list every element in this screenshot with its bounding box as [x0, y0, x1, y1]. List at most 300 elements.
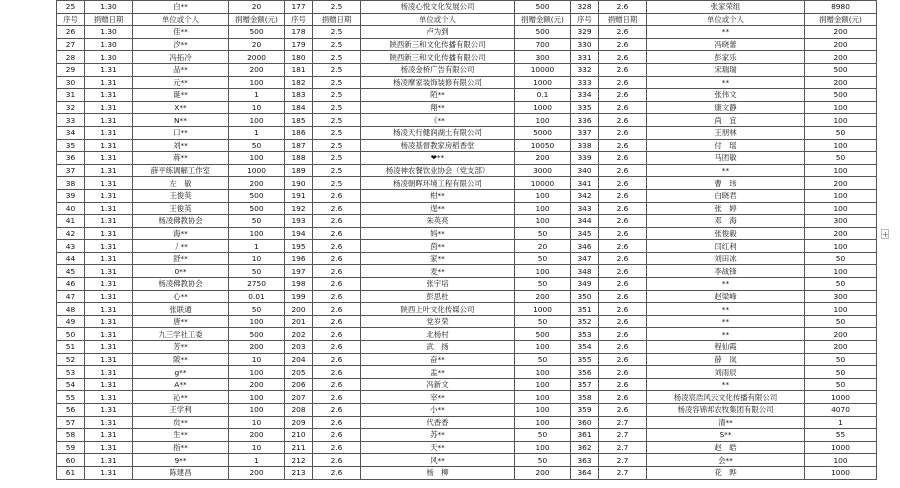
- table-cell: 2.6: [599, 152, 647, 165]
- table-cell: 杨凌神农餐饮业协会（党支部）: [361, 164, 515, 177]
- table-cell: 2.6: [313, 315, 361, 328]
- table-cell: 2.7: [599, 454, 647, 467]
- table-cell: 翔**: [361, 101, 515, 114]
- table-cell: 2000: [229, 51, 285, 64]
- table-cell: 200: [805, 51, 877, 64]
- table-cell: 100: [515, 202, 571, 215]
- table-cell: 2.5: [313, 51, 361, 64]
- table-cell: 2.6: [599, 391, 647, 404]
- table-cell: 50: [515, 278, 571, 291]
- table-cell: 182: [285, 76, 313, 89]
- table-cell: 2750: [229, 278, 285, 291]
- table-row: [57, 76, 877, 89]
- table-cell: 1.31: [85, 76, 133, 89]
- table-cell: 张宇培: [361, 278, 515, 291]
- table-cell: 20: [229, 38, 285, 51]
- table-cell: 50: [805, 252, 877, 265]
- donation-table: [56, 0, 877, 480]
- table-cell: 1.31: [85, 202, 133, 215]
- table-cell: 捐赠金额(元): [515, 13, 571, 26]
- table-cell: 杨凌心悦文化发展公司: [361, 1, 515, 14]
- table-cell: 1.31: [85, 177, 133, 190]
- table-row: [57, 454, 877, 467]
- table-cell: 张家荣组: [647, 1, 805, 14]
- table-cell: 35: [57, 139, 85, 152]
- table-cell: 彭家乐: [647, 51, 805, 64]
- table-cell: 36: [57, 152, 85, 165]
- table-cell: 27: [57, 38, 85, 51]
- table-cell: A**: [133, 378, 229, 391]
- table-row: [57, 227, 877, 240]
- table-cell: 100: [805, 303, 877, 316]
- table-cell: 500: [515, 26, 571, 39]
- table-cell: 程仙霞: [647, 341, 805, 354]
- table-cell: 杨凌金桥广告有限公司: [361, 63, 515, 76]
- table-cell: 26: [57, 26, 85, 39]
- table-cell: 2.5: [313, 76, 361, 89]
- table-cell: 100: [229, 152, 285, 165]
- table-cell: 1: [805, 416, 877, 429]
- table-cell: 1.31: [85, 189, 133, 202]
- table-cell: 5000: [515, 126, 571, 139]
- table-cell: 1.30: [85, 38, 133, 51]
- table-cell: 1000: [515, 101, 571, 114]
- table-cell: 0**: [133, 265, 229, 278]
- table-cell: 200: [805, 227, 877, 240]
- table-cell: 195: [285, 240, 313, 253]
- table-cell: 100: [515, 265, 571, 278]
- table-row: [57, 328, 877, 341]
- table-cell: 杨凌天行健润湖土有限公司: [361, 126, 515, 139]
- table-cell: 345: [571, 227, 599, 240]
- table-cell: 200: [229, 429, 285, 442]
- table-cell: 100: [805, 101, 877, 114]
- table-cell: 1.31: [85, 152, 133, 165]
- table-cell: 妈**: [361, 227, 515, 240]
- table-cell: 舒**: [133, 252, 229, 265]
- table-cell: 卢为到: [361, 26, 515, 39]
- table-cell: 100: [805, 189, 877, 202]
- table-cell: 100: [515, 114, 571, 127]
- table-cell: 500: [229, 328, 285, 341]
- table-cell: 2.6: [313, 290, 361, 303]
- table-cell: 200: [229, 466, 285, 479]
- table-cell: 200: [805, 328, 877, 341]
- table-cell: 宋瑞瑞: [647, 63, 805, 76]
- table-cell: 50: [805, 315, 877, 328]
- table-cell: 冯拓冷: [133, 51, 229, 64]
- table-row: [57, 1, 877, 14]
- table-cell: S**: [647, 429, 805, 442]
- table-row: [57, 126, 877, 139]
- table-header-row: [57, 13, 877, 26]
- table-cell: 陌**: [361, 89, 515, 102]
- table-cell: 500: [229, 202, 285, 215]
- table-cell: 359: [571, 404, 599, 417]
- table-cell: 2.6: [313, 278, 361, 291]
- table-cell: 212: [285, 454, 313, 467]
- table-cell: 1.31: [85, 341, 133, 354]
- table-cell: 61: [57, 466, 85, 479]
- table-row: [57, 466, 877, 479]
- table-cell: 1: [229, 454, 285, 467]
- table-cell: 1.31: [85, 164, 133, 177]
- table-cell: 康文静: [647, 101, 805, 114]
- table-cell: 342: [571, 189, 599, 202]
- table-cell: 1.31: [85, 89, 133, 102]
- table-row: [57, 177, 877, 190]
- table-cell: 34: [57, 126, 85, 139]
- table-cell: 29: [57, 63, 85, 76]
- table-cell: 茵**: [361, 240, 515, 253]
- table-cell: **: [647, 76, 805, 89]
- table-cell: 50: [805, 126, 877, 139]
- table-cell: 100: [229, 315, 285, 328]
- table-row: [57, 378, 877, 391]
- table-cell: 1.31: [85, 391, 133, 404]
- table-cell: 341: [571, 177, 599, 190]
- table-cell: 曹 玮: [647, 177, 805, 190]
- table-cell: 331: [571, 51, 599, 64]
- table-cell: 2.6: [599, 366, 647, 379]
- table-cell: 46: [57, 278, 85, 291]
- table-cell: 356: [571, 366, 599, 379]
- table-cell: 1.31: [85, 240, 133, 253]
- table-cell: 193: [285, 215, 313, 228]
- table-cell: 党岁荣: [361, 315, 515, 328]
- table-cell: 181: [285, 63, 313, 76]
- table-cell: 50: [515, 227, 571, 240]
- table-cell: 2.6: [313, 404, 361, 417]
- table-cell: 500: [229, 189, 285, 202]
- table-cell: 1.31: [85, 429, 133, 442]
- table-cell: 2.6: [599, 240, 647, 253]
- table-cell: 白**: [133, 1, 229, 14]
- table-cell: 1.31: [85, 378, 133, 391]
- table-cell: 50: [515, 252, 571, 265]
- table-cell: 100: [515, 215, 571, 228]
- table-cell: 1.31: [85, 366, 133, 379]
- table-cell: 100: [805, 139, 877, 152]
- table-cell: 2.6: [599, 189, 647, 202]
- table-cell: 1.31: [85, 139, 133, 152]
- table-cell: 陕西上叶文化传媒公司: [361, 303, 515, 316]
- table-cell: 贠**: [133, 416, 229, 429]
- table-cell: 2.6: [313, 429, 361, 442]
- table-cell: 2.6: [313, 391, 361, 404]
- table-cell: **: [647, 26, 805, 39]
- table-cell: 宰**: [361, 391, 515, 404]
- table-cell: **: [647, 303, 805, 316]
- table-cell: 47: [57, 290, 85, 303]
- table-cell: 杨凌佛教协会: [133, 278, 229, 291]
- table-cell: 50: [805, 353, 877, 366]
- table-row: [57, 38, 877, 51]
- table-cell: 付 瑶: [647, 139, 805, 152]
- table-row: [57, 341, 877, 354]
- table-cell: 2.6: [599, 303, 647, 316]
- table-cell: 50: [805, 152, 877, 165]
- table-cell: 56: [57, 404, 85, 417]
- table-cell: 355: [571, 353, 599, 366]
- table-cell: 捐赠金额(元): [805, 13, 877, 26]
- table-cell: 190: [285, 177, 313, 190]
- table-cell: 10: [229, 416, 285, 429]
- table-cell: 50: [805, 278, 877, 291]
- table-cell: 天**: [361, 441, 515, 454]
- table-cell: 陈建昌: [133, 466, 229, 479]
- table-cell: 200: [229, 63, 285, 76]
- table-cell: 500: [515, 1, 571, 14]
- table-cell: 189: [285, 164, 313, 177]
- table-cell: 刘田冰: [647, 252, 805, 265]
- table-cell: 2.5: [313, 177, 361, 190]
- table-cell: 生**: [133, 429, 229, 442]
- table-cell: 100: [515, 341, 571, 354]
- table-cell: 2.7: [599, 429, 647, 442]
- table-cell: 200: [805, 177, 877, 190]
- table-cell: 50: [229, 303, 285, 316]
- table-cell: 300: [805, 215, 877, 228]
- table-cell: 10000: [515, 177, 571, 190]
- table-cell: 序号: [571, 13, 599, 26]
- table-cell: 200: [805, 341, 877, 354]
- table-cell: 1.31: [85, 114, 133, 127]
- table-cell: 1: [229, 89, 285, 102]
- table-cell: 1.31: [85, 441, 133, 454]
- table-cell: 2.6: [599, 353, 647, 366]
- table-cell: 1.31: [85, 63, 133, 76]
- table-cell: 1.31: [85, 215, 133, 228]
- table-row: [57, 429, 877, 442]
- table-cell: 朱英亮: [361, 215, 515, 228]
- table-cell: **: [647, 378, 805, 391]
- table-cell: 口**: [133, 126, 229, 139]
- table-cell: 30: [57, 76, 85, 89]
- table-cell: 211: [285, 441, 313, 454]
- table-cell: 40: [57, 202, 85, 215]
- table-cell: 李战锋: [647, 265, 805, 278]
- table-cell: 55: [805, 429, 877, 442]
- table-cell: 序号: [285, 13, 313, 26]
- table-row: [57, 278, 877, 291]
- table-cell: 336: [571, 114, 599, 127]
- table-row: [57, 152, 877, 165]
- table-cell: 338: [571, 139, 599, 152]
- table-cell: 汐**: [133, 38, 229, 51]
- table-cell: 500: [229, 26, 285, 39]
- table-cell: 指**: [133, 441, 229, 454]
- table-cell: 王俊英: [133, 202, 229, 215]
- table-cell: **: [647, 328, 805, 341]
- table-cell: 50: [515, 454, 571, 467]
- table-cell: 351: [571, 303, 599, 316]
- table-cell: 59: [57, 441, 85, 454]
- table-cell: 209: [285, 416, 313, 429]
- table-cell: 200: [229, 341, 285, 354]
- table-cell: 2.6: [313, 265, 361, 278]
- table-cell: 200: [229, 378, 285, 391]
- donation-table-body: [57, 1, 877, 480]
- table-cell: 361: [571, 429, 599, 442]
- table-row: [57, 164, 877, 177]
- table-cell: 184: [285, 101, 313, 114]
- table-cell: 小**: [361, 404, 515, 417]
- table-cell: 诞**: [133, 89, 229, 102]
- table-cell: 9**: [133, 454, 229, 467]
- table-cell: 201: [285, 315, 313, 328]
- table-cell: 10: [229, 252, 285, 265]
- table-cell: 2.6: [313, 441, 361, 454]
- table-row: [57, 240, 877, 253]
- table-cell: 武 扬: [361, 341, 515, 354]
- table-cell: 2.6: [599, 265, 647, 278]
- table-cell: 185: [285, 114, 313, 127]
- table-cell: 马团敏: [647, 152, 805, 165]
- table-cell: 2.6: [313, 202, 361, 215]
- table-cell: 2.6: [599, 139, 647, 152]
- table-cell: 1.31: [85, 265, 133, 278]
- table-cell: 54: [57, 378, 85, 391]
- table-cell: 2.5: [313, 139, 361, 152]
- table-cell: 2.6: [313, 303, 361, 316]
- table-cell: 2.5: [313, 152, 361, 165]
- table-cell: 197: [285, 265, 313, 278]
- table-cell: 1000: [805, 441, 877, 454]
- table-cell: 薛 岚: [647, 353, 805, 366]
- table-cell: 杨凌宸浩风云文化传播有限公司: [647, 391, 805, 404]
- table-cell: 100: [805, 164, 877, 177]
- table-cell: 杨凌容锦邦农牧集团有限公司: [647, 404, 805, 417]
- table-cell: 180: [285, 51, 313, 64]
- table-cell: 元**: [133, 76, 229, 89]
- table-cell: 200: [805, 38, 877, 51]
- table-cell: 1000: [805, 466, 877, 479]
- table-cell: 51: [57, 341, 85, 354]
- table-cell: 348: [571, 265, 599, 278]
- table-cell: 2.6: [599, 290, 647, 303]
- table-cell: 芳**: [133, 341, 229, 354]
- table-row: [57, 441, 877, 454]
- table-cell: 2.5: [313, 63, 361, 76]
- table-row: [57, 252, 877, 265]
- table-cell: 10000: [515, 63, 571, 76]
- table-cell: 188: [285, 152, 313, 165]
- table-cell: 单位或个人: [133, 13, 229, 26]
- table-cell: 捐赠日期: [313, 13, 361, 26]
- table-cell: 198: [285, 278, 313, 291]
- table-cell: 1.31: [85, 101, 133, 114]
- table-cell: 202: [285, 328, 313, 341]
- table-cell: 陕西新三和文化传播有限公司: [361, 51, 515, 64]
- table-cell: 1.31: [85, 416, 133, 429]
- table-cell: 329: [571, 26, 599, 39]
- table-row: [57, 315, 877, 328]
- table-cell: 丿**: [133, 240, 229, 253]
- table-cell: 单位或个人: [647, 13, 805, 26]
- table-cell: 0.01: [229, 290, 285, 303]
- table-cell: 332: [571, 63, 599, 76]
- table-cell: 2.6: [313, 466, 361, 479]
- table-cell: 苏**: [361, 429, 515, 442]
- table-row: [57, 391, 877, 404]
- table-cell: 100: [805, 202, 877, 215]
- table-cell: 100: [229, 366, 285, 379]
- table-cell: 354: [571, 341, 599, 354]
- table-row: [57, 353, 877, 366]
- table-cell: 清**: [647, 416, 805, 429]
- table-cell: 捐赠金额(元): [229, 13, 285, 26]
- table-cell: 尚 宜: [647, 114, 805, 127]
- table-row: [57, 189, 877, 202]
- table-cell: 2.5: [313, 26, 361, 39]
- table-cell: 500: [805, 89, 877, 102]
- table-row: [57, 404, 877, 417]
- table-cell: 2.6: [599, 164, 647, 177]
- table-cell: 194: [285, 227, 313, 240]
- table-cell: 183: [285, 89, 313, 102]
- table-cell: 58: [57, 429, 85, 442]
- table-row: [57, 26, 877, 39]
- table-row: [57, 51, 877, 64]
- table-cell: 700: [515, 38, 571, 51]
- table-cell: 20: [229, 1, 285, 14]
- table-cell: 179: [285, 38, 313, 51]
- table-cell: 2.6: [313, 189, 361, 202]
- expand-handle-icon[interactable]: +: [882, 230, 889, 239]
- table-cell: 2.6: [313, 366, 361, 379]
- table-cell: 唐**: [133, 315, 229, 328]
- table-cell: 203: [285, 341, 313, 354]
- table-cell: 2.6: [313, 328, 361, 341]
- table-row: [57, 215, 877, 228]
- table-row: [57, 290, 877, 303]
- table-cell: 2.6: [313, 353, 361, 366]
- table-cell: 333: [571, 76, 599, 89]
- table-cell: 《**: [361, 114, 515, 127]
- table-cell: 2.5: [313, 101, 361, 114]
- table-cell: 45: [57, 265, 85, 278]
- table-cell: 344: [571, 215, 599, 228]
- table-cell: 196: [285, 252, 313, 265]
- table-cell: 100: [515, 391, 571, 404]
- table-cell: 1: [229, 240, 285, 253]
- table-cell: 2.6: [599, 89, 647, 102]
- table-cell: 8980: [805, 1, 877, 14]
- table-cell: 177: [285, 1, 313, 14]
- table-cell: 花 晔: [647, 466, 805, 479]
- table-cell: 2.6: [313, 215, 361, 228]
- table-cell: 2.5: [313, 114, 361, 127]
- table-cell: **: [647, 164, 805, 177]
- table-cell: 九三学社工委: [133, 328, 229, 341]
- table-cell: 2.6: [313, 378, 361, 391]
- table-cell: 单位或个人: [361, 13, 515, 26]
- table-cell: 41: [57, 215, 85, 228]
- table-cell: 330: [571, 38, 599, 51]
- table-cell: 200: [805, 76, 877, 89]
- table-cell: 王俊英: [133, 189, 229, 202]
- table-row: [57, 101, 877, 114]
- table-cell: 204: [285, 353, 313, 366]
- table-cell: 100: [515, 378, 571, 391]
- table-cell: 杨凌佛教协会: [133, 215, 229, 228]
- table-cell: 2.6: [599, 76, 647, 89]
- table-cell: 50: [229, 215, 285, 228]
- table-cell: 1.31: [85, 227, 133, 240]
- table-cell: 208: [285, 404, 313, 417]
- table-cell: 杨凌摩家装饰装修有限公司: [361, 76, 515, 89]
